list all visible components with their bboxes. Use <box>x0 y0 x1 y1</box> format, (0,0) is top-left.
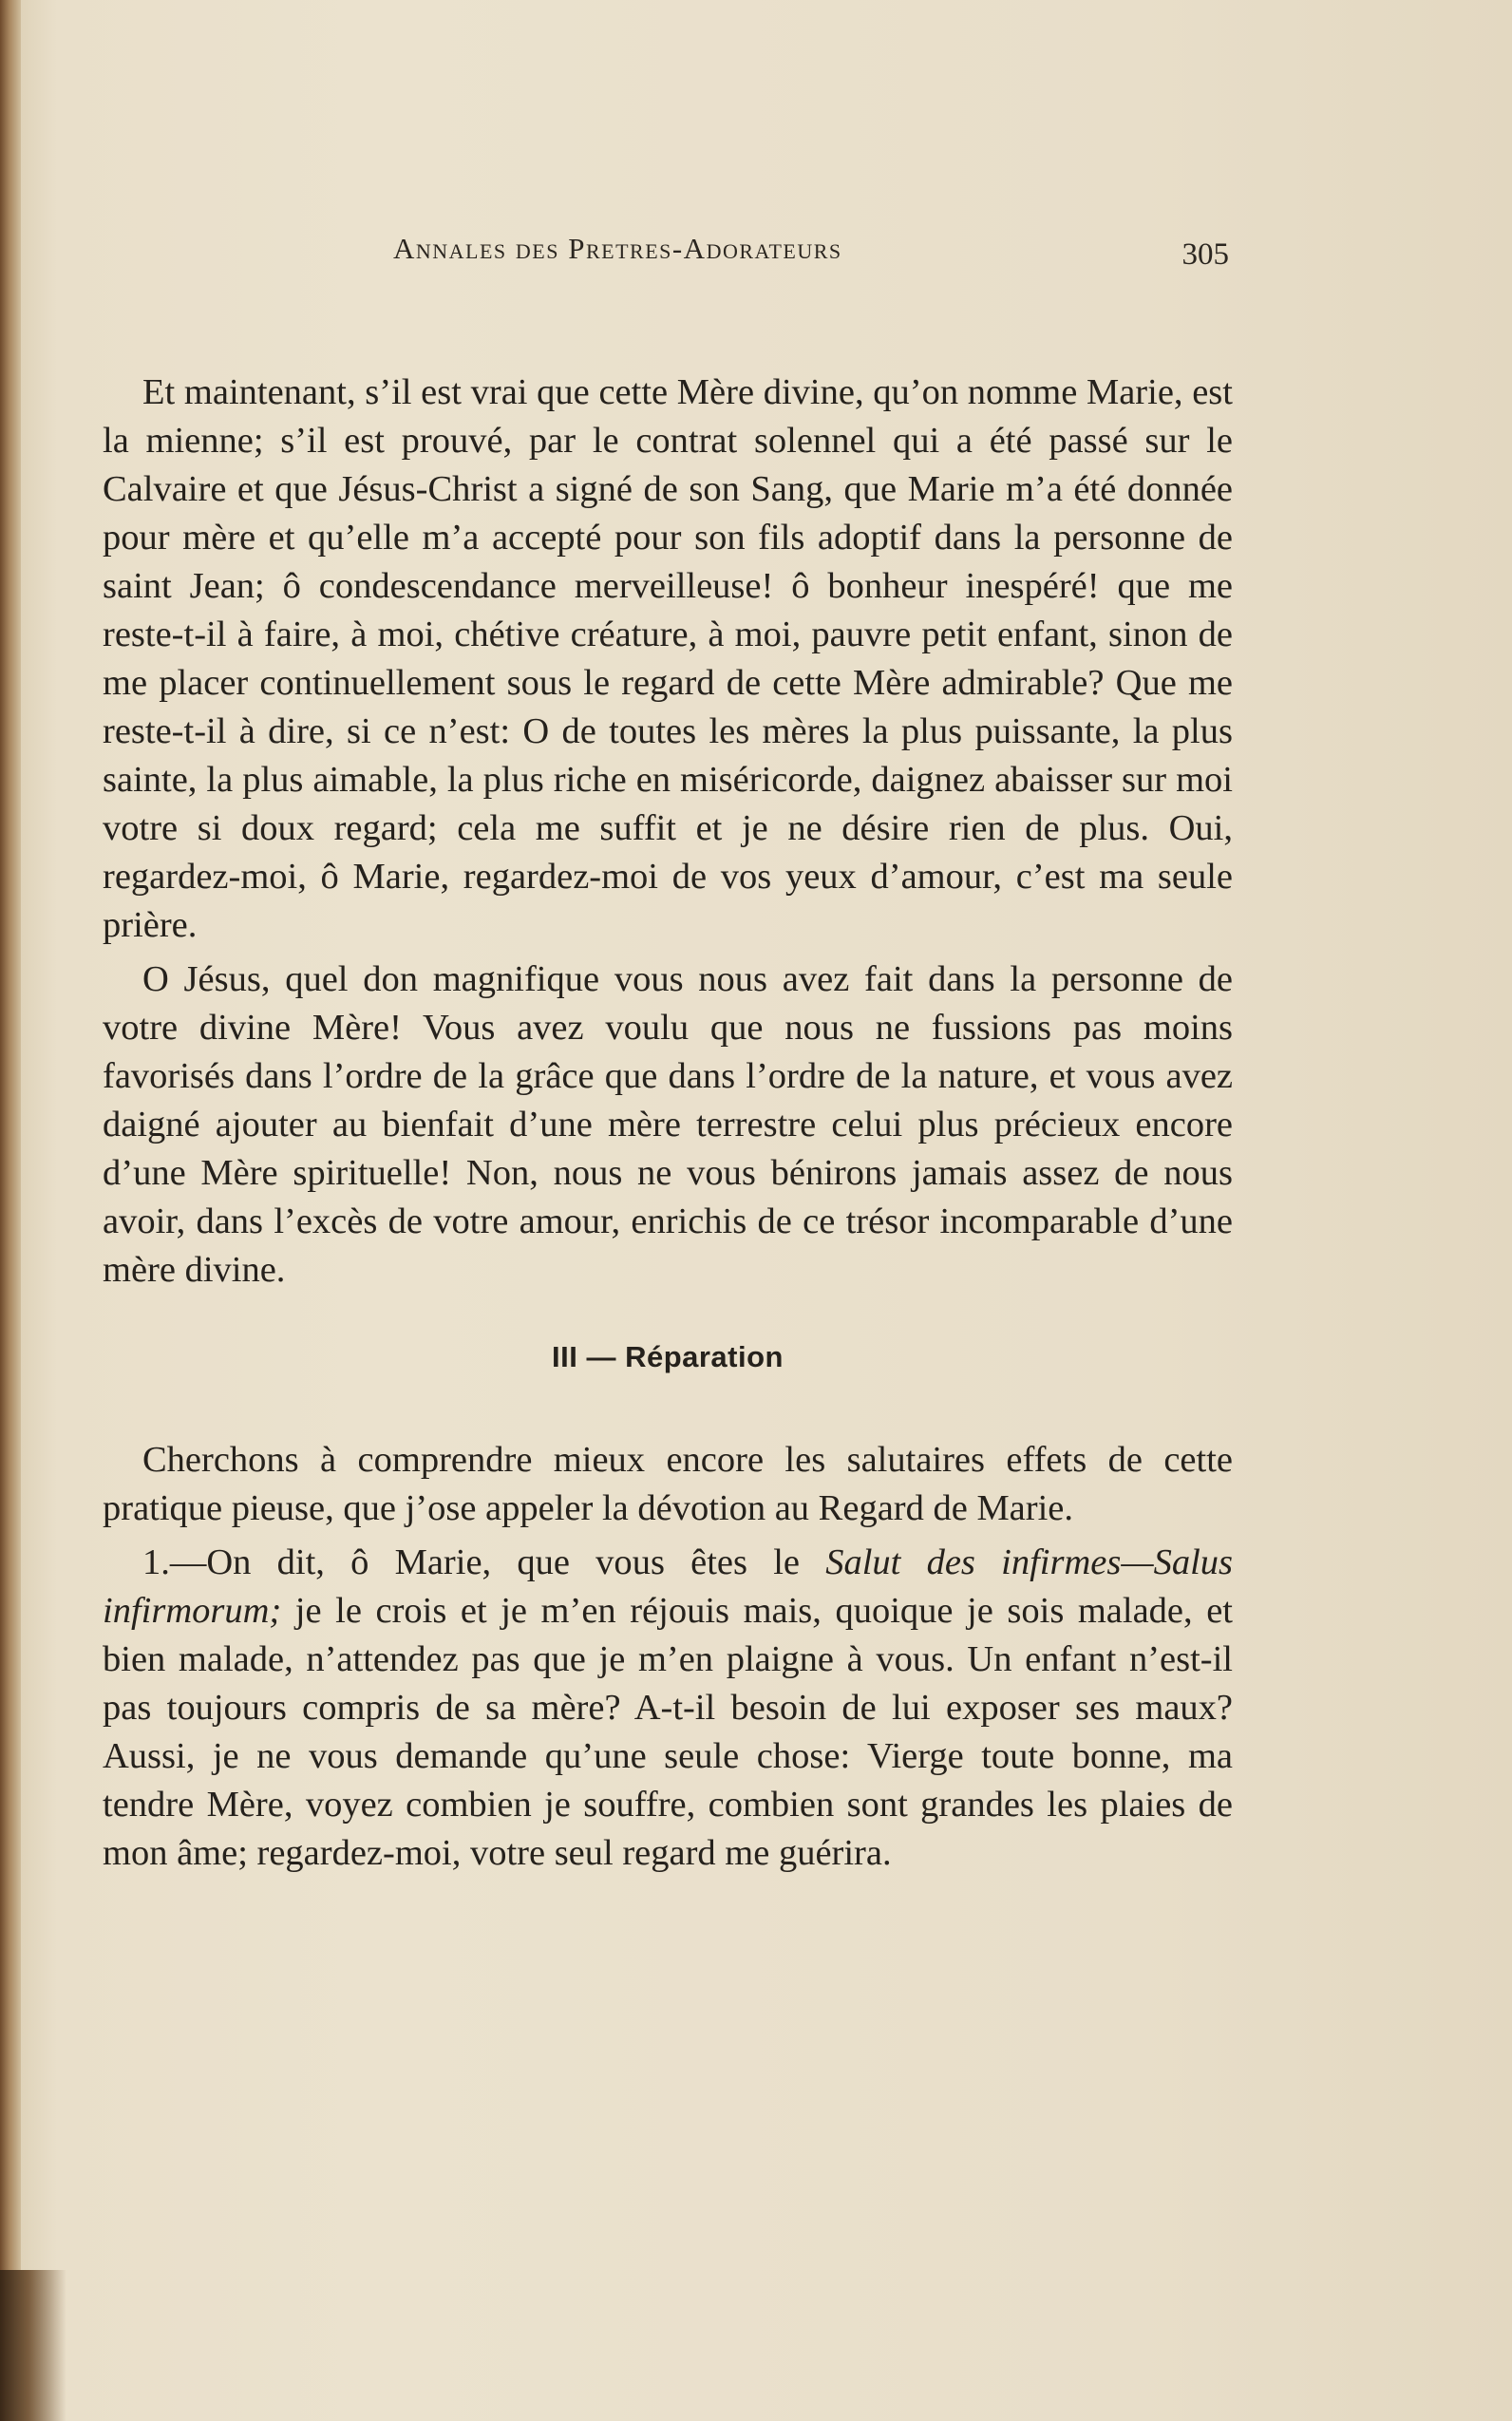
paragraph-2: O Jésus, quel don magnifique vous nous avez fait dans la personne de votre divine Mère! Vous avez voulu que nous ne fussions pas moins favorisés dans l’ordre de la grâce que dans l’ordre de la nature, et vous avez daigné ajouter au bienfait d’une mère terrestre celui plus précieux encore d’une Mère spirituelle! Non, nous ne vous bénirons jamais assez de nous avoir, dans l’excès de votre amour, enrichis de ce trésor incomparable d’une mère divine. <box>103 959 1233 1290</box>
body-text <box>103 369 1233 1883</box>
page-number: 305 <box>1181 237 1229 272</box>
book-corner-shadow <box>0 2270 66 2421</box>
paragraph-3: Cherchons à comprendre mieux encore les salutaires effets de cette pratique pieuse, que j’ose appeler la dévotion au Regard de Marie. <box>103 1440 1233 1528</box>
section-heading: III — Réparation <box>552 1340 784 1373</box>
paragraph-4-start: 1.—On dit, ô Marie, que vous êtes le <box>142 1542 826 1582</box>
paragraph-4-rest: je le crois et je m’en réjouis mais, quoique je sois malade, et bien malade, n’attendez pas que je m’en plaigne à vous. Un enfant n’est-il pas toujours compris de sa mère? A-t-il besoin de lui exposer ses maux? Aussi, je ne vous demande qu’une seule chose: Vierge toute bonne, ma tendre Mère, voyez combien je souffre, combien sont grandes les plaies de mon âme; regardez-moi, votre seul regard me guérira. <box>103 1591 1233 1873</box>
paragraph-4 <box>103 1539 1233 1878</box>
running-title: Annales des Pretres-Adorateurs <box>393 232 842 265</box>
page-header <box>393 232 1229 279</box>
paragraph-1: Et maintenant, s’il est vrai que cette Mère divine, qu’on nomme Marie, est la mienne; s’il est prouvé, par le contrat solennel qui a été passé sur le Calvaire et que Jésus-Christ a signé de son Sang, que Marie m’a été donnée pour mère et qu’elle m’a accepté pour son fils adoptif dans la personne de saint Jean; ô condescendance merveilleuse! ô bonheur inespéré! que me reste-t-il à faire, à moi, chétive créature, à moi, pauvre petit enfant, sinon de me placer continuellement sous le regard de cette Mère admirable? Que me reste-t-il à dire, si ce n’est: O de toutes les mères la plus puissante, la plus sainte, la plus aimable, la plus riche en miséricorde, daignez abaisser sur moi votre si doux regard; cela me suffit et je ne désire rien de plus. Oui, regardez-moi, ô Marie, regardez-moi de vos yeux d’amour, c’est ma seule prière. <box>103 372 1233 945</box>
paragraph-4-latin-title: Salut des infirmes—Salus infirmorum; <box>103 1542 1233 1631</box>
book-spine-shadow <box>0 0 21 2421</box>
